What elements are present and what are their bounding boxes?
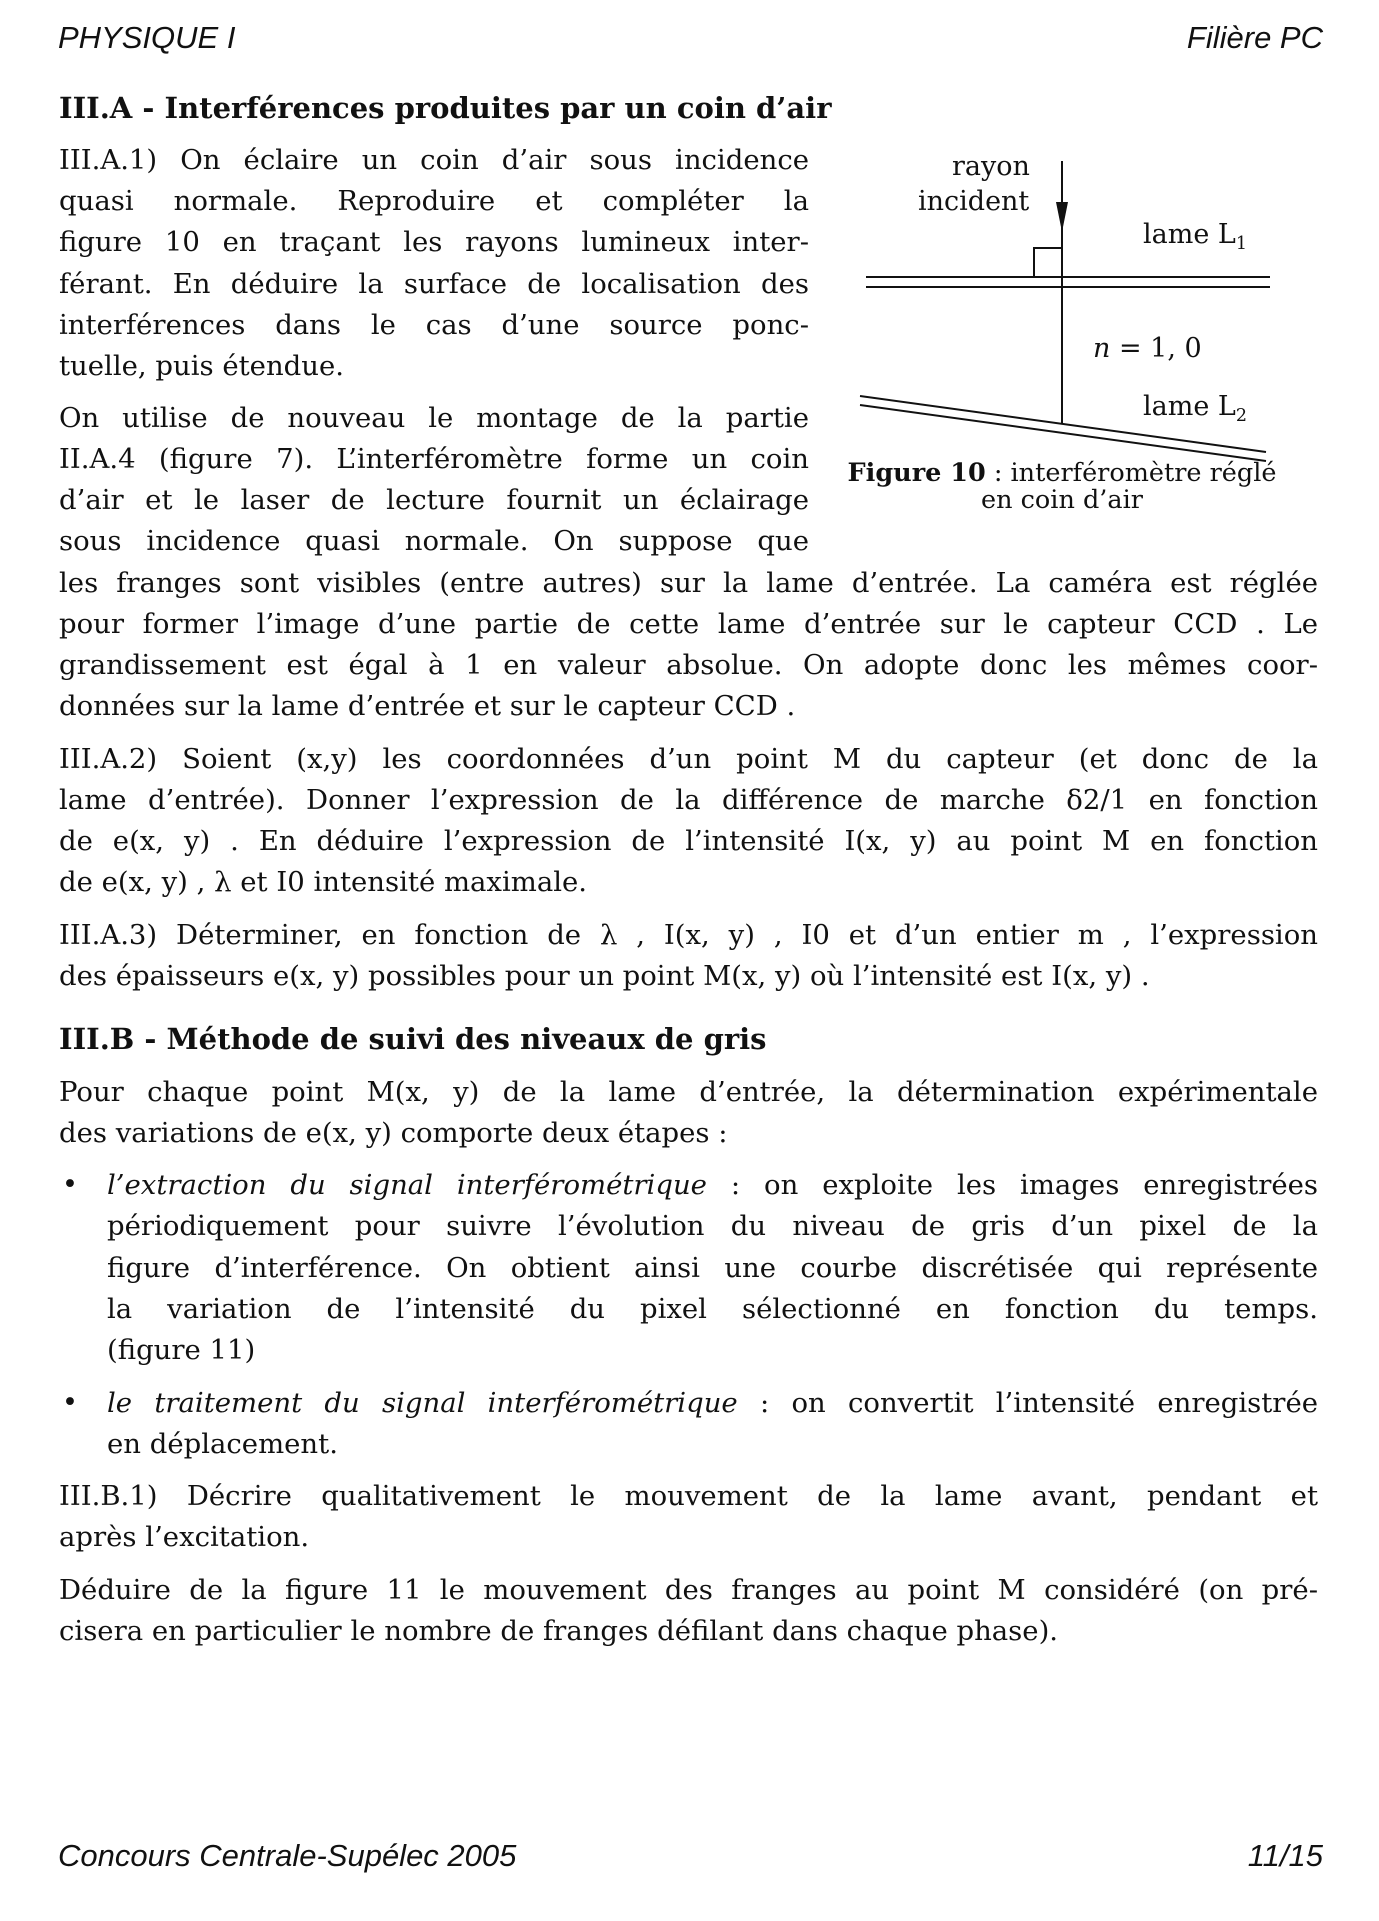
- text-line: en déplacement.: [107, 1428, 338, 1460]
- bullet-glyph: •: [62, 1387, 78, 1418]
- bullet-term: le traitement du signal interférométrique: [107, 1387, 738, 1419]
- header-subject: PHYSIQUE I: [58, 20, 236, 55]
- footer-page-number: 11/15: [1247, 1838, 1323, 1873]
- text-line: III.A.3) Déterminer, en fonction de λ , I(x, y) , I0 et d’un entier m , l’expression: [59, 919, 1318, 951]
- text-line: III.B.1) Décrire qualitativement le mouvement de la lame avant, pendant et: [59, 1480, 1318, 1512]
- right-angle-marker: [1034, 248, 1062, 277]
- text-line: (figure 11): [107, 1334, 256, 1366]
- bullet-text: : on convertit l’intensité enregistrée: [737, 1387, 1318, 1419]
- text-line: Pour chaque point M(x, y) de la lame d’entrée, la détermination expérimentale: [59, 1076, 1318, 1108]
- bullet-glyph: •: [62, 1169, 78, 1200]
- label-refractive-index: n = 1, 0: [1093, 333, 1202, 364]
- section-b-heading: III.B - Méthode de suivi des niveaux de gris: [59, 1022, 767, 1056]
- text-line: III.A.1) On éclaire un coin d’air sous incidence: [59, 144, 809, 176]
- text-line: [107, 1165, 1318, 1205]
- text-line: d’air et le laser de lecture fournit un éclairage: [59, 484, 809, 516]
- bullet-term: l’extraction du signal interférométrique: [107, 1169, 707, 1201]
- label-lame-l2: lame $L_2$: [1143, 391, 1247, 427]
- text-line: tuelle, puis étendue.: [59, 350, 344, 382]
- text-line: des variations de e(x, y) comporte deux étapes :: [59, 1117, 728, 1149]
- section-a-heading: III.A - Interférences produites par un coin d’air: [59, 91, 832, 125]
- footer-exam-name: Concours Centrale-Supélec 2005: [58, 1838, 517, 1873]
- text-line: de e(x, y) , λ et I0 intensité maximale.: [59, 866, 588, 898]
- text-line: périodiquement pour suivre l’évolution du niveau de gris d’un pixel de la: [107, 1210, 1318, 1242]
- text-line: cisera en particulier le nombre de franges défilant dans chaque phase).: [59, 1615, 1059, 1647]
- text-line: On utilise de nouveau le montage de la partie: [59, 402, 809, 434]
- text-line: grandissement est égal à 1 en valeur absolue. On adopte donc les mêmes coor-: [59, 649, 1318, 681]
- text-line: données sur la lame d’entrée et sur le capteur CCD .: [59, 690, 796, 722]
- text-line: quasi normale. Reproduire et compléter la: [59, 185, 809, 217]
- text-line: Déduire de la figure 11 le mouvement des franges au point M considéré (on pré-: [59, 1574, 1318, 1606]
- text-line: interférences dans le cas d’une source ponc-: [59, 309, 809, 341]
- text-line: après l’excitation.: [59, 1521, 310, 1553]
- text-line: la variation de l’intensité du pixel sélectionné en fonction du temps.: [107, 1293, 1318, 1325]
- label-lame-l1: lame $L_1$: [1143, 219, 1247, 255]
- bullet-text: : on exploite les images enregistrées: [706, 1169, 1318, 1201]
- text-line: II.A.4 (figure 7). L’interféromètre forme un coin: [59, 443, 809, 475]
- text-line: [107, 1383, 1318, 1423]
- text-line: III.A.2) Soient (x,y) les coordonnées d’un point M du capteur (et donc de la: [59, 743, 1318, 775]
- text-line: figure 10 en traçant les rayons lumineux inter-: [59, 226, 809, 258]
- label-rayon: rayon: [952, 151, 1030, 182]
- text-line: des épaisseurs e(x, y) possibles pour un point M(x, y) où l’intensité est I(x, y) .: [59, 960, 1150, 992]
- text-line: pour former l’image d’une partie de cette lame d’entrée sur le capteur CCD . Le: [59, 608, 1318, 640]
- text-line: de e(x, y) . En déduire l’expression de l’intensité I(x, y) au point M en fonction: [59, 825, 1318, 857]
- label-incident: incident: [918, 186, 1030, 217]
- text-line: sous incidence quasi normale. On suppose que: [59, 525, 809, 557]
- figure-10-caption: [822, 460, 1302, 514]
- text-line: les franges sont visibles (entre autres) sur la lame d’entrée. La caméra est réglée: [59, 567, 1318, 599]
- caption-text-line2: en coin d’air: [981, 485, 1143, 515]
- text-line: figure d’interférence. On obtient ainsi une courbe discrétisée qui représente: [107, 1252, 1318, 1284]
- text-line: férant. En déduire la surface de localisation des: [59, 268, 809, 300]
- caption-figure-number: Figure 10: [847, 458, 986, 488]
- text-line: lame d’entrée). Donner l’expression de la différence de marche δ2/1 en fonction: [59, 784, 1318, 816]
- caption-text: : interféromètre réglé: [985, 458, 1277, 488]
- header-stream: Filière PC: [1186, 20, 1323, 55]
- arrow-down-icon: [1056, 202, 1068, 232]
